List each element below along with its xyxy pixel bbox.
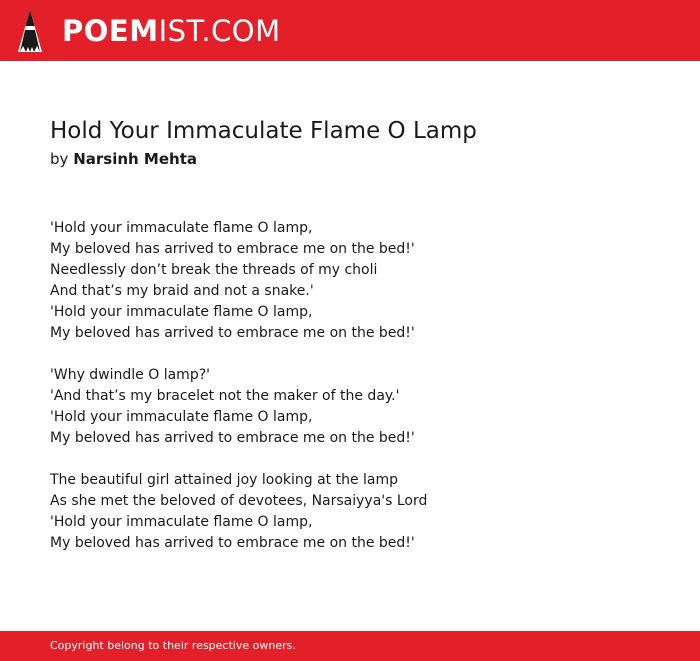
poem-line: 'Why dwindle O lamp?'	[50, 367, 210, 383]
poem-stanza	[50, 365, 650, 449]
site-header	[0, 0, 700, 61]
poem-body	[50, 218, 650, 575]
poem-line: Needlessly don’t break the threads of my choli	[50, 262, 378, 278]
poem-line: My beloved has arrived to embrace me on the bed!'	[50, 430, 415, 446]
poem-line: 'Hold your immaculate flame O lamp,	[50, 220, 313, 236]
by-label: by	[50, 150, 69, 168]
poem-stanza	[50, 470, 650, 554]
site-footer	[0, 631, 700, 661]
copyright-text: Copyright belong to their respective owners.	[50, 639, 296, 652]
byline	[50, 149, 197, 169]
brand-strong: POEM	[62, 14, 159, 48]
poem-line: 'Hold your immaculate flame O lamp,	[50, 409, 313, 425]
poem-stanza	[50, 218, 650, 344]
poem-title: Hold Your Immaculate Flame O Lamp	[50, 118, 477, 144]
poem-line: My beloved has arrived to embrace me on the bed!'	[50, 325, 415, 341]
poem-line: 'And that’s my bracelet not the maker of the day.'	[50, 388, 400, 404]
poem-line: As she met the beloved of devotees, Narsaiyya's Lord	[50, 493, 428, 509]
author-name: Narsinh Mehta	[73, 150, 197, 168]
brand-light: IST.COM	[158, 14, 281, 48]
poem-line: My beloved has arrived to embrace me on the bed!'	[50, 241, 415, 257]
poem-line: The beautiful girl attained joy looking at the lamp	[50, 472, 399, 488]
poem-line: 'Hold your immaculate flame O lamp,	[50, 304, 313, 320]
poem-line: And that’s my braid and not a snake.'	[50, 283, 314, 299]
site-logo-text[interactable]	[62, 14, 281, 48]
poem-line: 'Hold your immaculate flame O lamp,	[50, 514, 313, 530]
pencil-tip-icon[interactable]	[17, 9, 43, 53]
poem-line: My beloved has arrived to embrace me on the bed!'	[50, 535, 415, 551]
